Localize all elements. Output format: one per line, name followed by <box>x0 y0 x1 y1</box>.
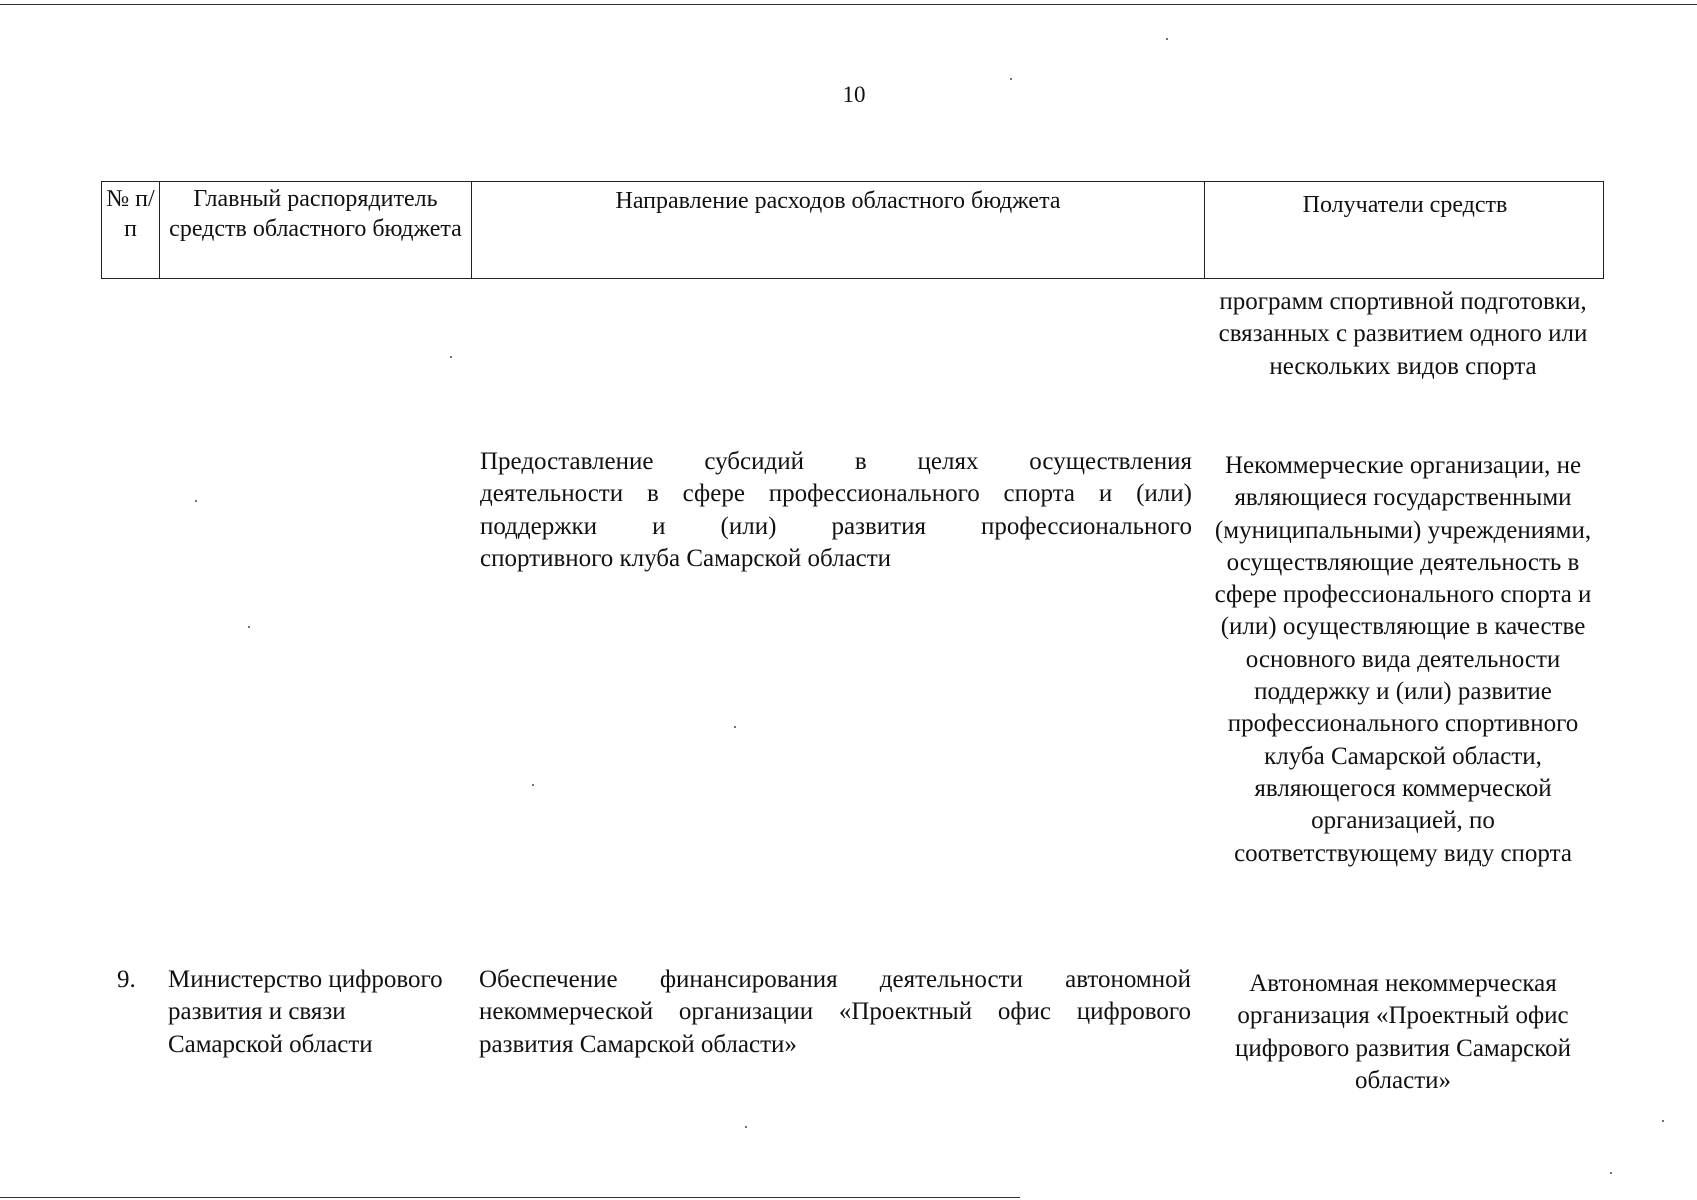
page-number: 10 <box>842 82 866 107</box>
table-header <box>101 181 1604 279</box>
direction-line: поддержки и (или) развития профессионального <box>480 512 1192 540</box>
header-col-direction: Направление расходов областного бюджета <box>472 182 1205 278</box>
recipients-continuation: программ спортивной подготовки, связанных с развитием одного или нескольких видов спорта <box>1218 288 1588 380</box>
direction-line: Обеспечение финансирования деятельности автономной <box>479 966 1191 993</box>
direction-professional-sport <box>480 446 1192 575</box>
scan-speck <box>450 356 452 358</box>
scan-speck <box>1010 78 1012 80</box>
row-9-distributor: Министерство цифрового развития и связи Самарской области <box>168 966 443 1058</box>
bottom-scan-border <box>0 1197 1020 1198</box>
scan-speck <box>1166 38 1168 40</box>
scan-speck <box>248 626 250 628</box>
scan-speck <box>734 726 736 728</box>
row-9-direction <box>479 964 1191 1061</box>
scan-speck <box>1662 1120 1664 1122</box>
row-9-number: 9. <box>117 966 136 993</box>
top-scan-border <box>0 4 1697 5</box>
scan-speck <box>195 500 197 502</box>
direction-line: некоммерческой организации «Проектный офис цифрового <box>479 998 1191 1026</box>
header-col-number: № п/п <box>102 182 160 278</box>
scan-speck <box>1610 1172 1612 1174</box>
recipients-professional-sport: Некоммерческие организации, не являющиеся государственными (муниципальными) учреждениями, осуществляющие деятельность в сфере профессионального спорта и (или) осуществляющие в качестве основного вида деятельности поддержку и (или) развитие профессионального спортивного клуба Самарской области, являющегося коммерческой организацией, по соответствующему виду спорта <box>1214 452 1592 867</box>
direction-line: развития Самарской области» <box>479 1030 797 1058</box>
header-col-recipients: Получатели средств <box>1302 192 1508 218</box>
direction-line: деятельности в сфере профессионального спорта и (или) <box>480 480 1192 508</box>
scan-speck <box>532 784 534 786</box>
row-9-recipients: Автономная некоммерческая организация «Проектный офис цифрового развития Самарской области» <box>1234 970 1572 1094</box>
direction-line: спортивного клуба Самарской области <box>480 544 892 572</box>
header-col-distributor: Главный распорядитель средств областного бюджета <box>160 182 472 278</box>
scan-speck <box>745 1126 747 1128</box>
direction-line: Предоставление субсидий в целях осуществления <box>480 448 1192 475</box>
